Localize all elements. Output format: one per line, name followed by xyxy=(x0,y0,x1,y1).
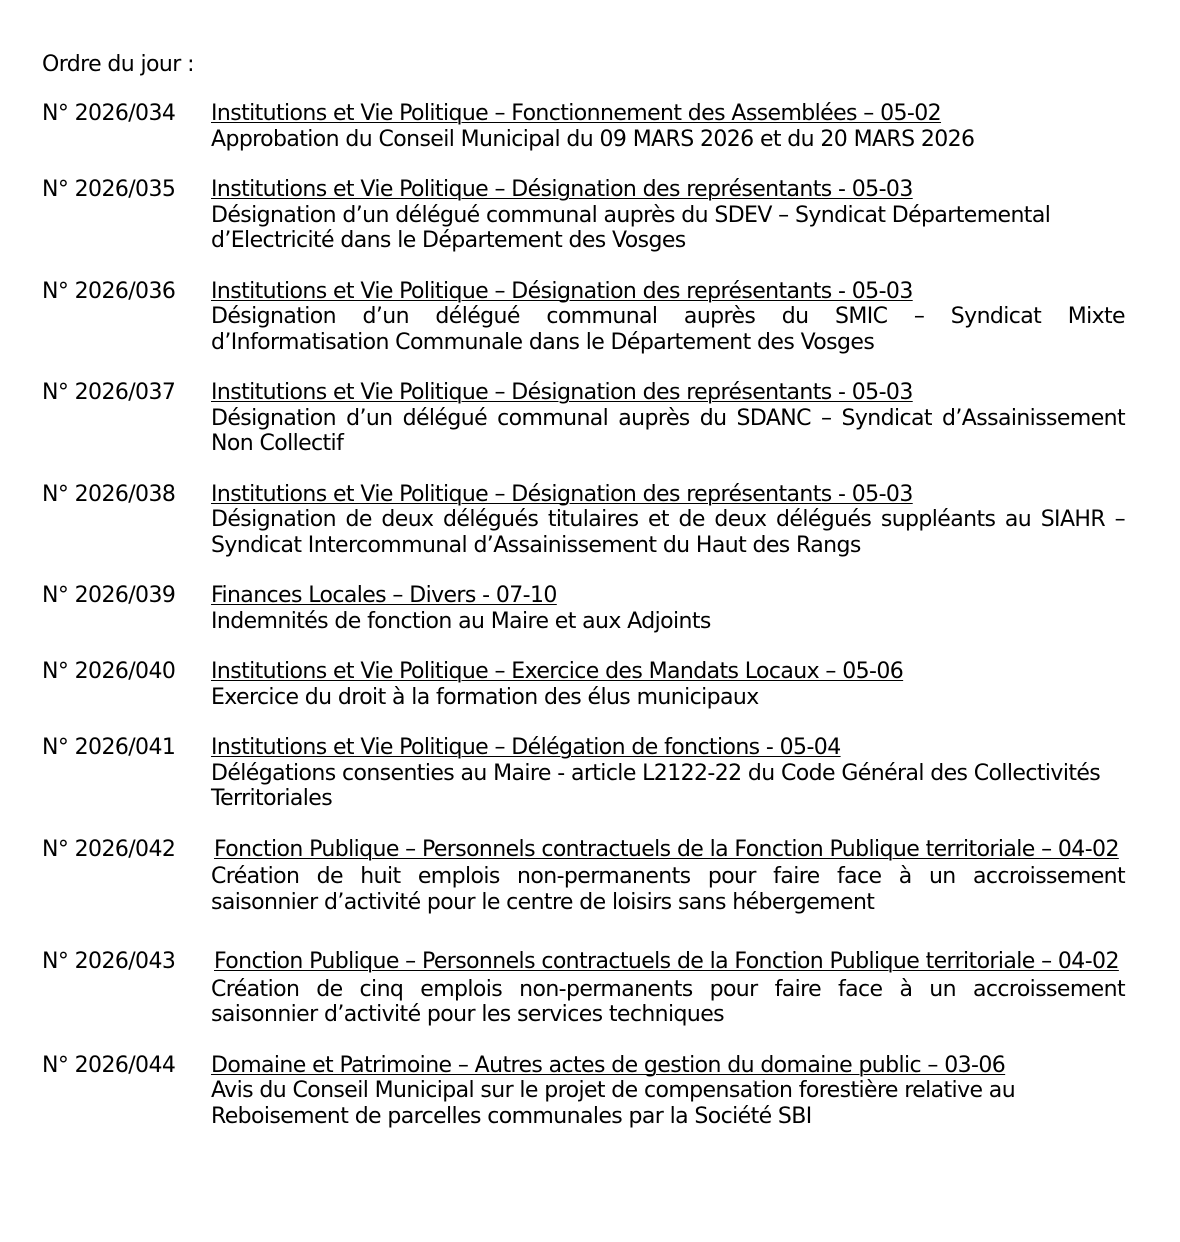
item-description: Désignation d’un délégué communal auprès du SDANC – Syndicat d’Assainissement Non Collectif xyxy=(211,405,1125,456)
item-body xyxy=(211,659,1125,710)
item-description: Approbation du Conseil Municipal du 09 MARS 2026 et du 20 MARS 2026 xyxy=(211,126,975,152)
agenda-item-034 xyxy=(42,101,1125,152)
item-number: N° 2026/035 xyxy=(42,177,176,202)
item-body xyxy=(211,177,1125,254)
item-title: Institutions et Vie Politique – Désignation des représentants - 05-03 xyxy=(211,278,913,304)
item-body xyxy=(211,380,1125,457)
item-number: N° 2026/040 xyxy=(42,659,176,684)
item-description: Désignation de deux délégués titulaires et de deux délégués suppléants au SIAHR – Syndicat Intercommunal d’Assainissement du Haut des Rangs xyxy=(211,507,1125,558)
item-title: Institutions et Vie Politique – Désignation des représentants - 05-03 xyxy=(211,481,913,507)
item-body xyxy=(211,1053,1125,1130)
item-title: Institutions et Vie Politique – Désignation des représentants - 05-03 xyxy=(211,380,913,405)
item-description: Création de cinq emplois non-permanents pour faire face à un accroissement saisonnier d’activité pour les services techniques xyxy=(211,976,1125,1027)
item-number: N° 2026/043 xyxy=(42,949,176,974)
item-description: Indemnités de fonction au Maire et aux Adjoints xyxy=(211,608,711,634)
item-number: N° 2026/037 xyxy=(42,380,176,405)
agenda-item-041 xyxy=(42,735,1125,812)
item-body xyxy=(211,837,1125,916)
item-description: Exercice du droit à la formation des élus municipaux xyxy=(211,684,759,710)
item-body xyxy=(211,583,1125,634)
item-title: Institutions et Vie Politique – Exercice des Mandats Locaux – 05-06 xyxy=(211,659,904,684)
item-body xyxy=(211,735,1125,812)
agenda-item-036 xyxy=(42,279,1125,356)
agenda-item-043 xyxy=(42,949,1125,1028)
item-number: N° 2026/039 xyxy=(42,583,176,608)
item-title: Institutions et Vie Politique – Désignation des représentants - 05-03 xyxy=(211,177,913,202)
item-number: N° 2026/044 xyxy=(42,1052,176,1078)
item-number: N° 2026/034 xyxy=(42,101,176,126)
agenda-item-038 xyxy=(42,482,1125,559)
item-title: Fonction Publique – Personnels contractuels de la Fonction Publique territoriale – 04-02 xyxy=(214,949,1119,974)
item-title: Institutions et Vie Politique – Fonctionnement des Assemblées – 05-02 xyxy=(211,101,942,126)
agenda-item-037 xyxy=(42,380,1125,457)
item-body xyxy=(211,101,1125,152)
item-title: Institutions et Vie Politique – Délégation de fonctions - 05-04 xyxy=(211,735,841,760)
agenda-item-035 xyxy=(42,177,1125,254)
item-description: Désignation d’un délégué communal auprès du SMIC – Syndicat Mixte d’Informatisation Communale dans le Département des Vosges xyxy=(211,304,1125,355)
item-description: Création de huit emplois non-permanents pour faire face à un accroissement saisonnier d’activité pour le centre de loisirs sans hébergement xyxy=(211,864,1125,915)
item-title: Finances Locales – Divers - 07-10 xyxy=(211,583,557,608)
item-description: Désignation d’un délégué communal auprès du SDEV – Syndicat Départemental d’Electricité dans le Département des Vosges xyxy=(211,202,1051,253)
agenda-item-040 xyxy=(42,659,1125,710)
item-description: Délégations consenties au Maire - article L2122-22 du Code Général des Collectivités Territoriales xyxy=(211,760,1101,811)
item-number: N° 2026/041 xyxy=(42,735,176,760)
item-body xyxy=(211,482,1125,559)
item-body xyxy=(211,949,1125,1028)
item-title: Domaine et Patrimoine – Autres actes de gestion du domaine public – 03-06 xyxy=(211,1052,1006,1078)
item-description: Avis du Conseil Municipal sur le projet de compensation forestière relative au Reboisement de parcelles communales par la Société SBI xyxy=(211,1078,1016,1129)
item-number: N° 2026/036 xyxy=(42,278,176,304)
item-body xyxy=(211,279,1125,356)
agenda-item-042 xyxy=(42,837,1125,916)
item-number: N° 2026/042 xyxy=(42,836,176,862)
item-title: Fonction Publique – Personnels contractuels de la Fonction Publique territoriale – 04-02 xyxy=(214,836,1119,862)
agenda-heading: Ordre du jour : xyxy=(42,52,194,77)
agenda-item-044 xyxy=(42,1053,1125,1130)
agenda-item-039 xyxy=(42,583,1125,634)
item-number: N° 2026/038 xyxy=(42,481,176,507)
agenda-document xyxy=(42,51,1125,1129)
